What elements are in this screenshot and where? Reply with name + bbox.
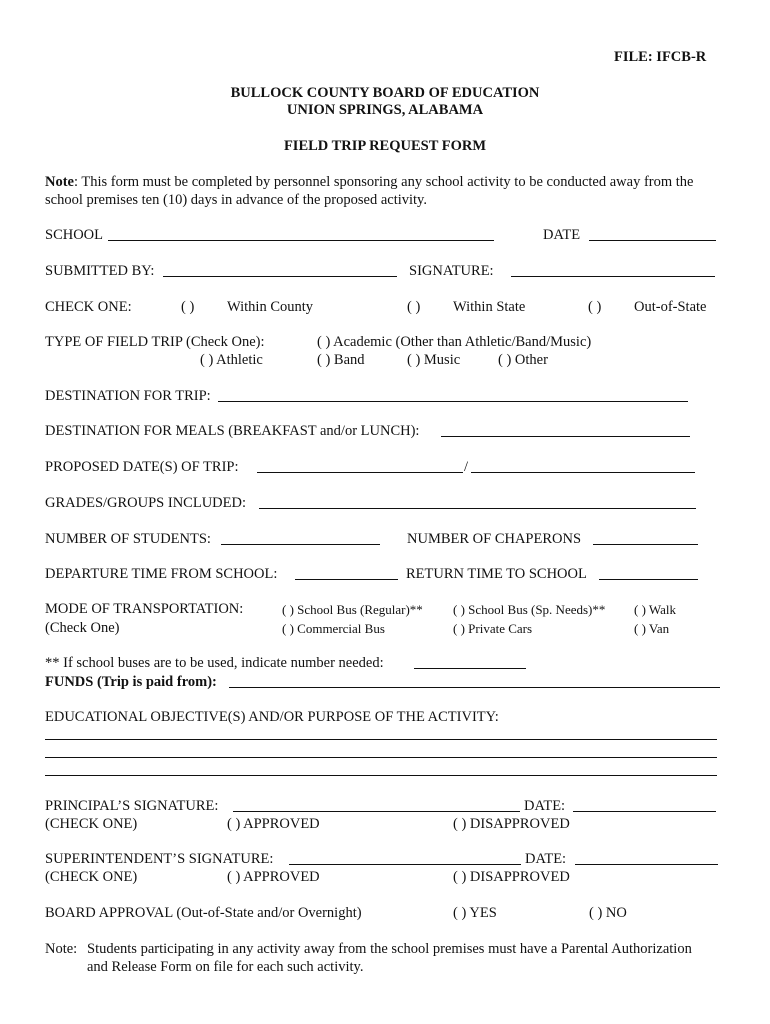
- trip-type-athletic-option[interactable]: ( ) Athletic: [200, 352, 263, 368]
- submitted-by-field[interactable]: [163, 276, 397, 277]
- return-time-label: RETURN TIME TO SCHOOL: [406, 566, 587, 582]
- destination-label: DESTINATION FOR TRIP:: [45, 388, 211, 404]
- funds-label: FUNDS (Trip is paid from):: [45, 674, 217, 690]
- superintendent-date-field[interactable]: [575, 864, 718, 865]
- trip-type-label: TYPE OF FIELD TRIP (Check One):: [45, 334, 265, 350]
- within-state-label: Within State: [453, 299, 526, 315]
- transportation-sublabel: (Check One): [45, 620, 120, 636]
- number-of-students-field[interactable]: [221, 544, 380, 545]
- objectives-line-2[interactable]: [45, 757, 717, 758]
- van-option[interactable]: ( ) Van: [634, 621, 670, 636]
- signature-label: SIGNATURE:: [409, 263, 494, 279]
- school-field[interactable]: [108, 240, 494, 241]
- number-of-students-label: NUMBER OF STUDENTS:: [45, 531, 211, 547]
- check-one-label: CHECK ONE:: [45, 299, 132, 315]
- commercial-bus-option[interactable]: ( ) Commercial Bus: [282, 621, 385, 636]
- transportation-label: MODE OF TRANSPORTATION:: [45, 601, 244, 617]
- private-cars-option[interactable]: ( ) Private Cars: [453, 621, 533, 636]
- school-label: SCHOOL: [45, 227, 104, 243]
- principal-approved-option[interactable]: ( ) APPROVED: [227, 816, 320, 832]
- submitted-by-label: SUBMITTED BY:: [45, 263, 155, 279]
- principal-date-field[interactable]: [573, 811, 716, 812]
- superintendent-signature-field[interactable]: [289, 864, 521, 865]
- date-separator: /: [464, 459, 469, 475]
- top-note-text-1: : This form must be completed by personnel sponsoring any school activity to be conducted away from the: [74, 174, 694, 190]
- trip-type-academic-option[interactable]: ( ) Academic (Other than Athletic/Band/Music): [317, 334, 592, 350]
- out-of-state-checkbox[interactable]: ( ): [588, 299, 602, 315]
- grades-groups-field[interactable]: [259, 508, 696, 509]
- date-label: DATE: [543, 227, 581, 243]
- within-state-checkbox[interactable]: ( ): [407, 299, 421, 315]
- proposed-end-date-field[interactable]: [471, 472, 695, 473]
- principal-check-label: (CHECK ONE): [45, 816, 138, 832]
- signature-field[interactable]: [511, 276, 715, 277]
- principal-disapproved-option[interactable]: ( ) DISAPPROVED: [453, 816, 570, 832]
- board-approval-yes-option[interactable]: ( ) YES: [453, 905, 497, 921]
- board-approval-label: BOARD APPROVAL (Out-of-State and/or Overnight): [45, 905, 362, 921]
- grades-groups-label: GRADES/GROUPS INCLUDED:: [45, 495, 247, 511]
- form-title: FIELD TRIP REQUEST FORM: [283, 138, 487, 154]
- superintendent-disapproved-option[interactable]: ( ) DISAPPROVED: [453, 869, 570, 885]
- departure-time-field[interactable]: [295, 579, 398, 580]
- destination-field[interactable]: [218, 401, 688, 402]
- board-approval-no-option[interactable]: ( ) NO: [589, 905, 627, 921]
- objectives-line-3[interactable]: [45, 775, 717, 776]
- bottom-note-text-2: and Release Form on file for each such activity.: [87, 959, 364, 975]
- principal-signature-field[interactable]: [233, 811, 520, 812]
- organization-name: BULLOCK COUNTY BOARD OF EDUCATION: [230, 85, 540, 101]
- number-of-chaperons-field[interactable]: [593, 544, 698, 545]
- top-note-text-2: school premises ten (10) days in advance of the proposed activity.: [45, 192, 427, 208]
- trip-type-other-option[interactable]: ( ) Other: [498, 352, 548, 368]
- principal-signature-label: PRINCIPAL’S SIGNATURE:: [45, 798, 219, 814]
- objectives-label: EDUCATIONAL OBJECTIVE(S) AND/OR PURPOSE OF THE ACTIVITY:: [45, 709, 499, 725]
- bottom-note-label: Note:: [45, 941, 78, 957]
- principal-date-label: DATE:: [524, 798, 566, 814]
- superintendent-date-label: DATE:: [525, 851, 567, 867]
- superintendent-signature-label: SUPERINTENDENT’S SIGNATURE:: [45, 851, 274, 867]
- top-note-label: Note: [45, 174, 74, 190]
- funds-field[interactable]: [229, 687, 720, 688]
- trip-type-band-option[interactable]: ( ) Band: [317, 352, 365, 368]
- buses-needed-field[interactable]: [414, 668, 526, 669]
- top-note: [45, 173, 693, 191]
- buses-needed-label: ** If school buses are to be used, indicate number needed:: [45, 655, 384, 671]
- proposed-start-date-field[interactable]: [257, 472, 463, 473]
- walk-option[interactable]: ( ) Walk: [634, 602, 677, 617]
- trip-type-music-option[interactable]: ( ) Music: [407, 352, 461, 368]
- within-county-checkbox[interactable]: ( ): [181, 299, 195, 315]
- return-time-field[interactable]: [599, 579, 698, 580]
- organization-location: UNION SPRINGS, ALABAMA: [286, 102, 484, 118]
- departure-time-label: DEPARTURE TIME FROM SCHOOL:: [45, 566, 278, 582]
- school-bus-regular-option[interactable]: ( ) School Bus (Regular)**: [282, 602, 423, 617]
- number-of-chaperons-label: NUMBER OF CHAPERONS: [407, 531, 582, 547]
- date-field[interactable]: [589, 240, 716, 241]
- school-bus-special-needs-option[interactable]: ( ) School Bus (Sp. Needs)**: [453, 602, 606, 617]
- out-of-state-label: Out-of-State: [634, 299, 707, 315]
- bottom-note-text-1: Students participating in any activity away from the school premises must have a Parental Authorization: [87, 941, 692, 957]
- objectives-line-1[interactable]: [45, 739, 717, 740]
- within-county-label: Within County: [227, 299, 314, 315]
- meals-destination-field[interactable]: [441, 436, 690, 437]
- meals-destination-label: DESTINATION FOR MEALS (BREAKFAST and/or LUNCH):: [45, 423, 420, 439]
- proposed-dates-label: PROPOSED DATE(S) OF TRIP:: [45, 459, 239, 475]
- file-reference: FILE: IFCB-R: [614, 49, 707, 65]
- superintendent-approved-option[interactable]: ( ) APPROVED: [227, 869, 320, 885]
- superintendent-check-label: (CHECK ONE): [45, 869, 138, 885]
